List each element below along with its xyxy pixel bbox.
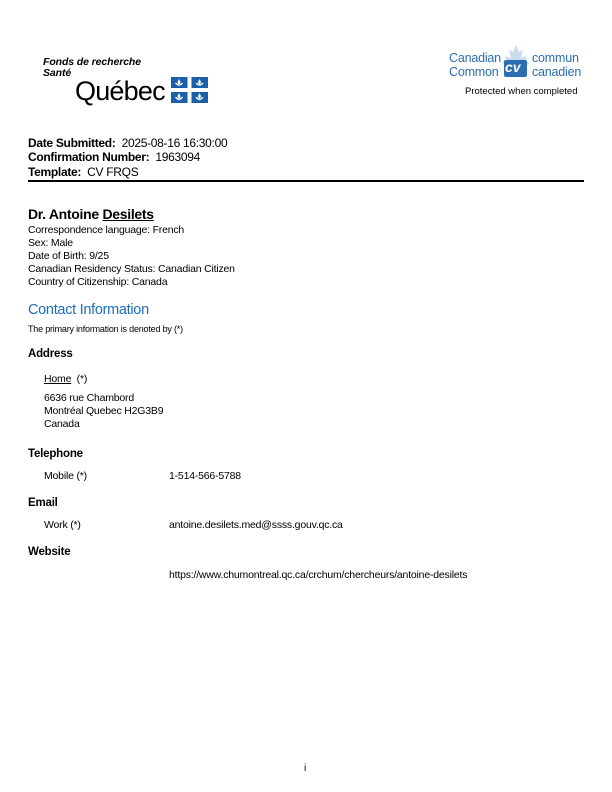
address-heading: Address [28,348,73,360]
date-submitted-row [28,136,227,150]
date-submitted-label: Date Submitted: [28,136,116,150]
template-value: CV FRQS [87,165,139,179]
correspondence-language: Correspondence language: French [28,224,185,236]
primary-info-note: The primary information is denoted by (*) [28,324,183,334]
person-first-name: Dr. Antoine [28,206,99,222]
telephone-value: 1-514-566-5788 [169,470,241,482]
website-value: https://www.chumontreal.qc.ca/crchum/chercheurs/antoine-desilets [169,569,468,581]
email-heading: Email [28,497,58,509]
frqs-line1: Fonds de recherche [43,56,141,68]
address-type: Home [44,373,72,385]
email-value: antoine.desilets.med@ssss.gouv.qc.ca [169,519,343,531]
address-type-row [44,373,87,386]
frqs-line2: Santé [43,67,72,79]
address-primary-mark: (*) [76,373,88,385]
page-number: i [304,763,307,774]
ccv-canadian: Canadian [449,51,501,65]
person-name [28,206,154,222]
address-line-1: 6636 rue Chambord [44,392,134,404]
confirmation-label: Confirmation Number: [28,150,150,164]
quebec-wordmark: Québec [75,76,165,106]
residency-status: Canadian Residency Status: Canadian Citizen [28,263,235,275]
ccv-canadien: canadien [532,65,582,79]
header-divider [28,180,584,182]
ccv-cv-mark: cv [505,59,521,75]
date-submitted-value: 2025-08-16 16:30:00 [121,136,228,150]
template-label: Template: [28,165,82,179]
protected-notice: Protected when completed [465,86,578,97]
contact-information-title: Contact Information [28,302,149,318]
sex: Sex: Male [28,237,73,249]
ccv-logo [448,44,586,82]
ccv-common: Common [449,65,499,79]
telephone-label: Mobile (*) [44,470,87,482]
email-label: Work (*) [44,519,81,531]
confirmation-value: 1963094 [155,150,201,164]
address-line-3: Canada [44,418,80,430]
address-line-2: Montréal Quebec H2G3B9 [44,405,164,417]
telephone-heading: Telephone [28,448,83,460]
template-row [28,165,138,179]
ccv-commun: commun [532,51,579,65]
person-last-name: Desilets [102,206,154,222]
date-of-birth: Date of Birth: 9/25 [28,250,109,262]
website-heading: Website [28,546,71,558]
quebec-flag-icon [171,77,208,103]
confirmation-row [28,150,200,164]
country-of-citizenship: Country of Citizenship: Canada [28,276,168,288]
